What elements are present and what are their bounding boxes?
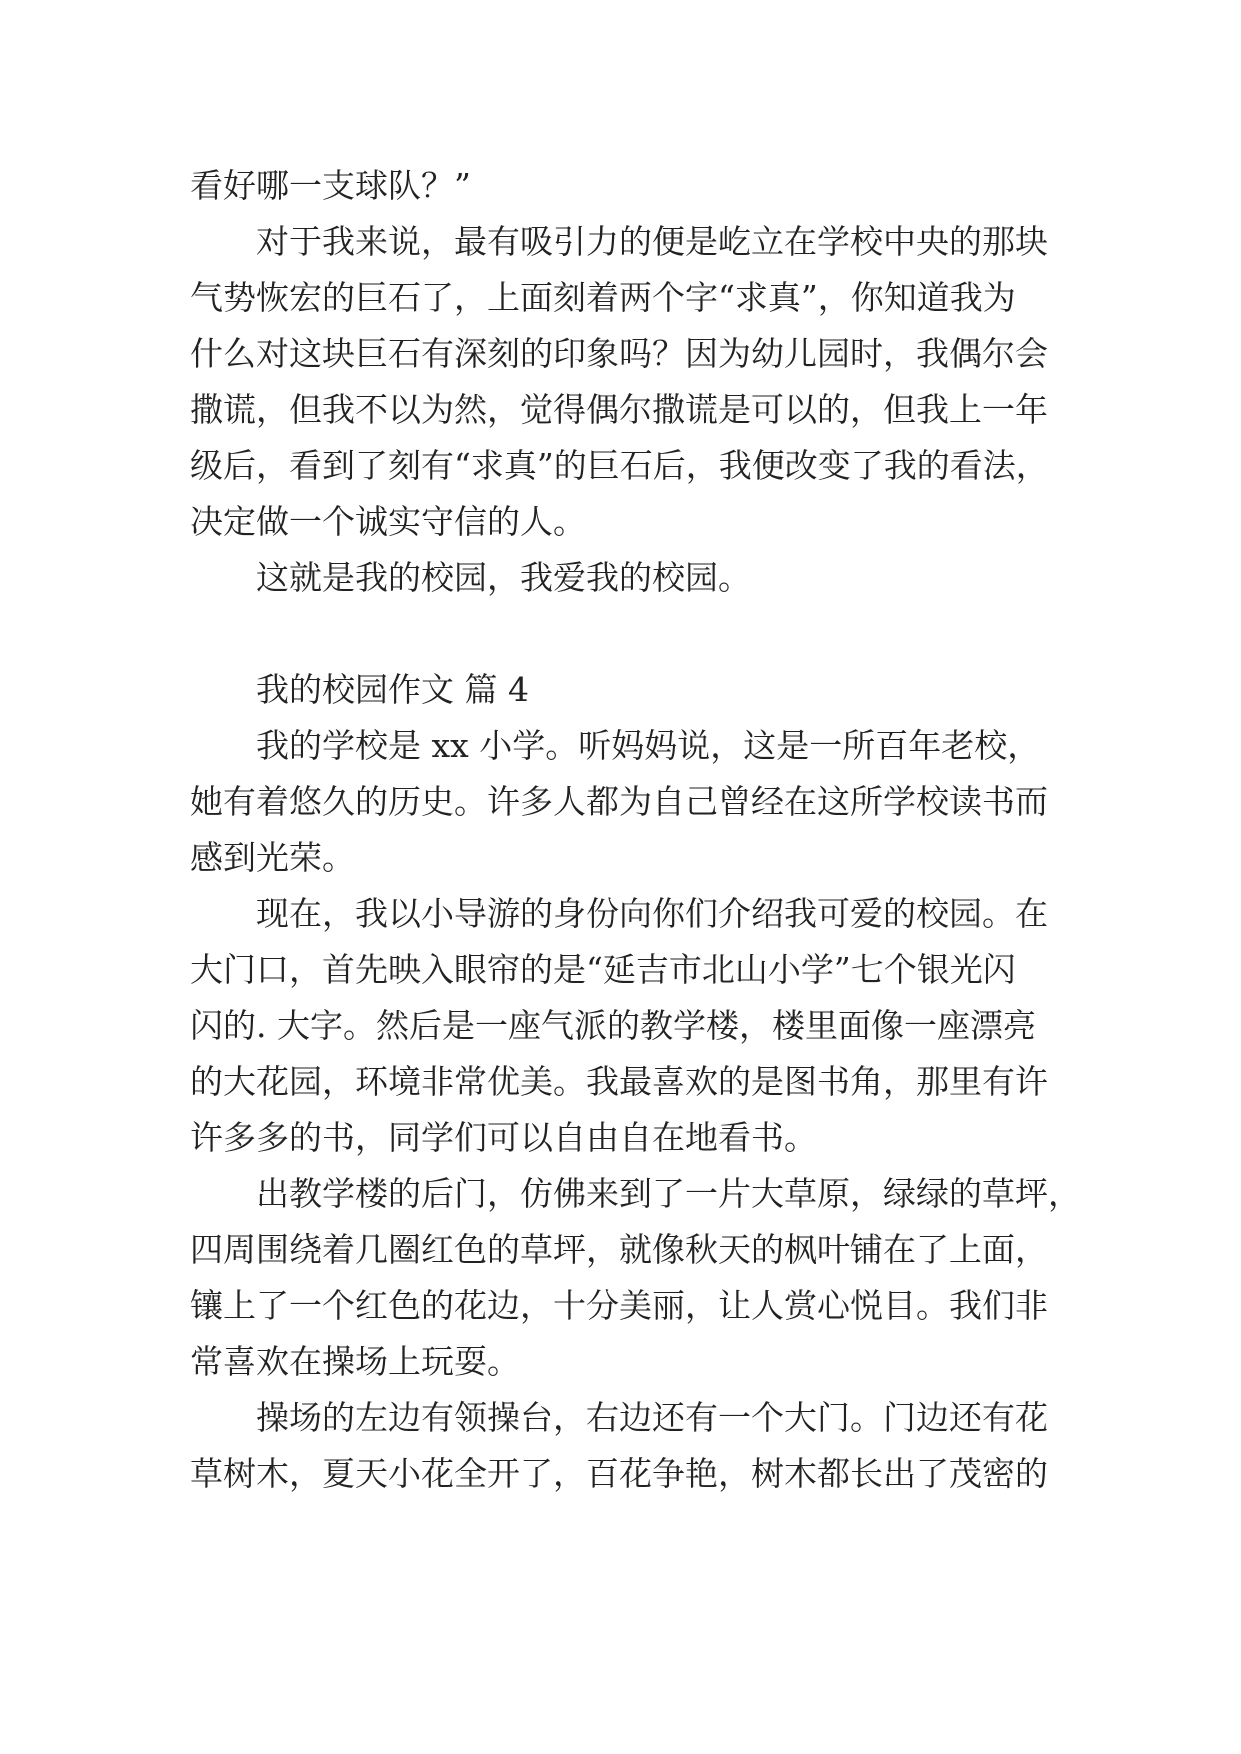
text-line: 现在，我以小导游的身份向你们介绍我可爱的校园。在: [256, 894, 1048, 933]
text-line: 大门口，首先映入眼帘的是“延吉市北山小学”七个银光闪: [190, 950, 1016, 989]
text-line: 感到光荣。: [190, 838, 355, 877]
text-line: 的大花园，环境非常优美。我最喜欢的是图书角，那里有许: [190, 1062, 1048, 1101]
document-body: [190, 158, 1081, 1502]
text-line: 四周围绕着几圈红色的草坪，就像秋天的枫叶铺在了上面，: [190, 1230, 1048, 1269]
text-line: 草树木，夏天小花全开了，百花争艳，树木都长出了茂密的: [190, 1454, 1048, 1493]
text-line: 这就是我的校园，我爱我的校园。: [256, 558, 751, 597]
text-line: 许多多的书，同学们可以自由自在地看书。: [190, 1118, 817, 1157]
text-line: 什么对这块巨石有深刻的印象吗？因为幼儿园时，我偶尔会: [190, 334, 1048, 373]
text-line: 出教学楼的后门，仿佛来到了一片大草原，绿绿的草坪，: [256, 1174, 1081, 1213]
text-line: 气势恢宏的巨石了，上面刻着两个字“求真”，你知道我为: [190, 278, 1016, 317]
text-line: 我的学校是 xx 小学。听妈妈说，这是一所百年老校，: [256, 726, 1041, 765]
section-heading: 我的校园作文 篇 4: [256, 670, 529, 709]
text-line: 她有着悠久的历史。许多人都为自己曾经在这所学校读书而: [190, 782, 1048, 821]
text-line: 闪的. 大字。然后是一座气派的教学楼，楼里面像一座漂亮: [190, 1006, 1036, 1045]
text-line: 决定做一个诚实守信的人。: [190, 502, 586, 541]
text-line: 操场的左边有领操台，右边还有一个大门。门边还有花: [256, 1398, 1048, 1437]
text-line: 看好哪一支球队？”: [190, 166, 471, 205]
text-line: 级后，看到了刻有“求真”的巨石后，我便改变了我的看法，: [190, 446, 1049, 485]
text-line: 常喜欢在操场上玩耍。: [190, 1342, 520, 1381]
text-line: 撒谎，但我不以为然，觉得偶尔撒谎是可以的，但我上一年: [190, 390, 1048, 429]
paragraph-spacer: [190, 606, 1070, 662]
text-line: 镶上了一个红色的花边，十分美丽，让人赏心悦目。我们非: [190, 1286, 1048, 1325]
text-line: 对于我来说，最有吸引力的便是屹立在学校中央的那块: [256, 222, 1048, 261]
